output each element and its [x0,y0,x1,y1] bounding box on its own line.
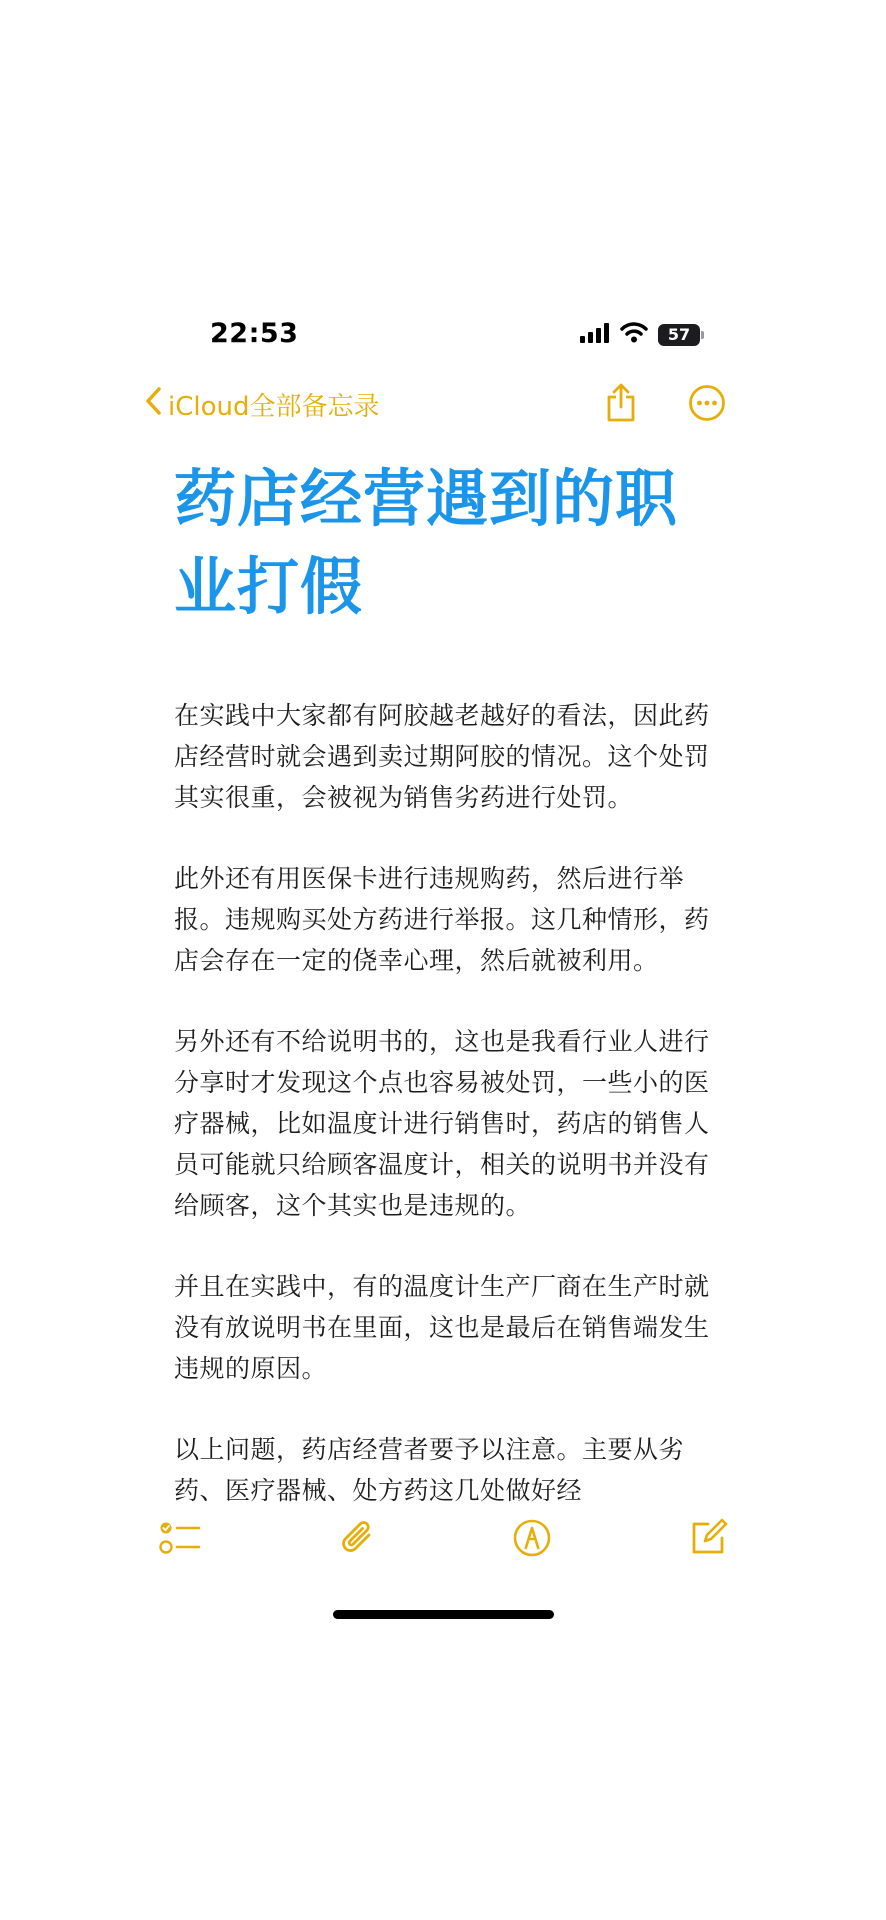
note-paragraph: 此外还有用医保卡进行违规购药，然后进行举报。违规购买处方药进行举报。这几种情形，药店会存在一定的侥幸心理，然后就被利用。 [174,864,710,975]
attachment-button[interactable] [333,1515,383,1565]
note-paragraph: 并且在实践中，有的温度计生产厂商在生产时就没有放说明书在里面，这也是最后在销售端发生违规的原因。 [174,1272,710,1383]
note-paragraphs [174,695,734,1511]
battery-level: 57 [667,325,691,344]
paperclip-icon [339,1518,377,1562]
note-paragraph: 以上问题，药店经营者要予以注意。主要从劣药、医疗器械、处方药这几处做好经 [174,1435,685,1505]
back-label: iCloud全部备忘录 [168,392,380,422]
home-indicator[interactable] [333,1610,554,1619]
markup-button[interactable] [507,1515,557,1565]
note-paragraph: 另外还有不给说明书的，这也是我看行业人进行分享时才发现这个点也容易被处罚，一些小的医疗器械，比如温度计进行销售时，药店的销售人员可能就只给顾客温度计，相关的说明书并没有给顾客，这个其实也是违规的。 [174,1027,710,1220]
note-body[interactable] [174,455,734,1551]
note-title: 药店经营遇到的职业打假 [174,462,679,623]
checklist-button[interactable] [155,1515,205,1565]
markup-icon [512,1518,552,1562]
compose-button[interactable] [683,1515,733,1565]
bottom-toolbar [0,1515,886,1575]
compose-icon [688,1518,728,1562]
checklist-icon [159,1520,201,1560]
note-paragraph: 在实践中大家都有阿胶越老越好的看法，因此药店经营时就会遇到卖过期阿胶的情况。这个处罚其实很重，会被视为销售劣药进行处罚。 [174,701,710,812]
status-time: 22:53 [210,318,299,349]
